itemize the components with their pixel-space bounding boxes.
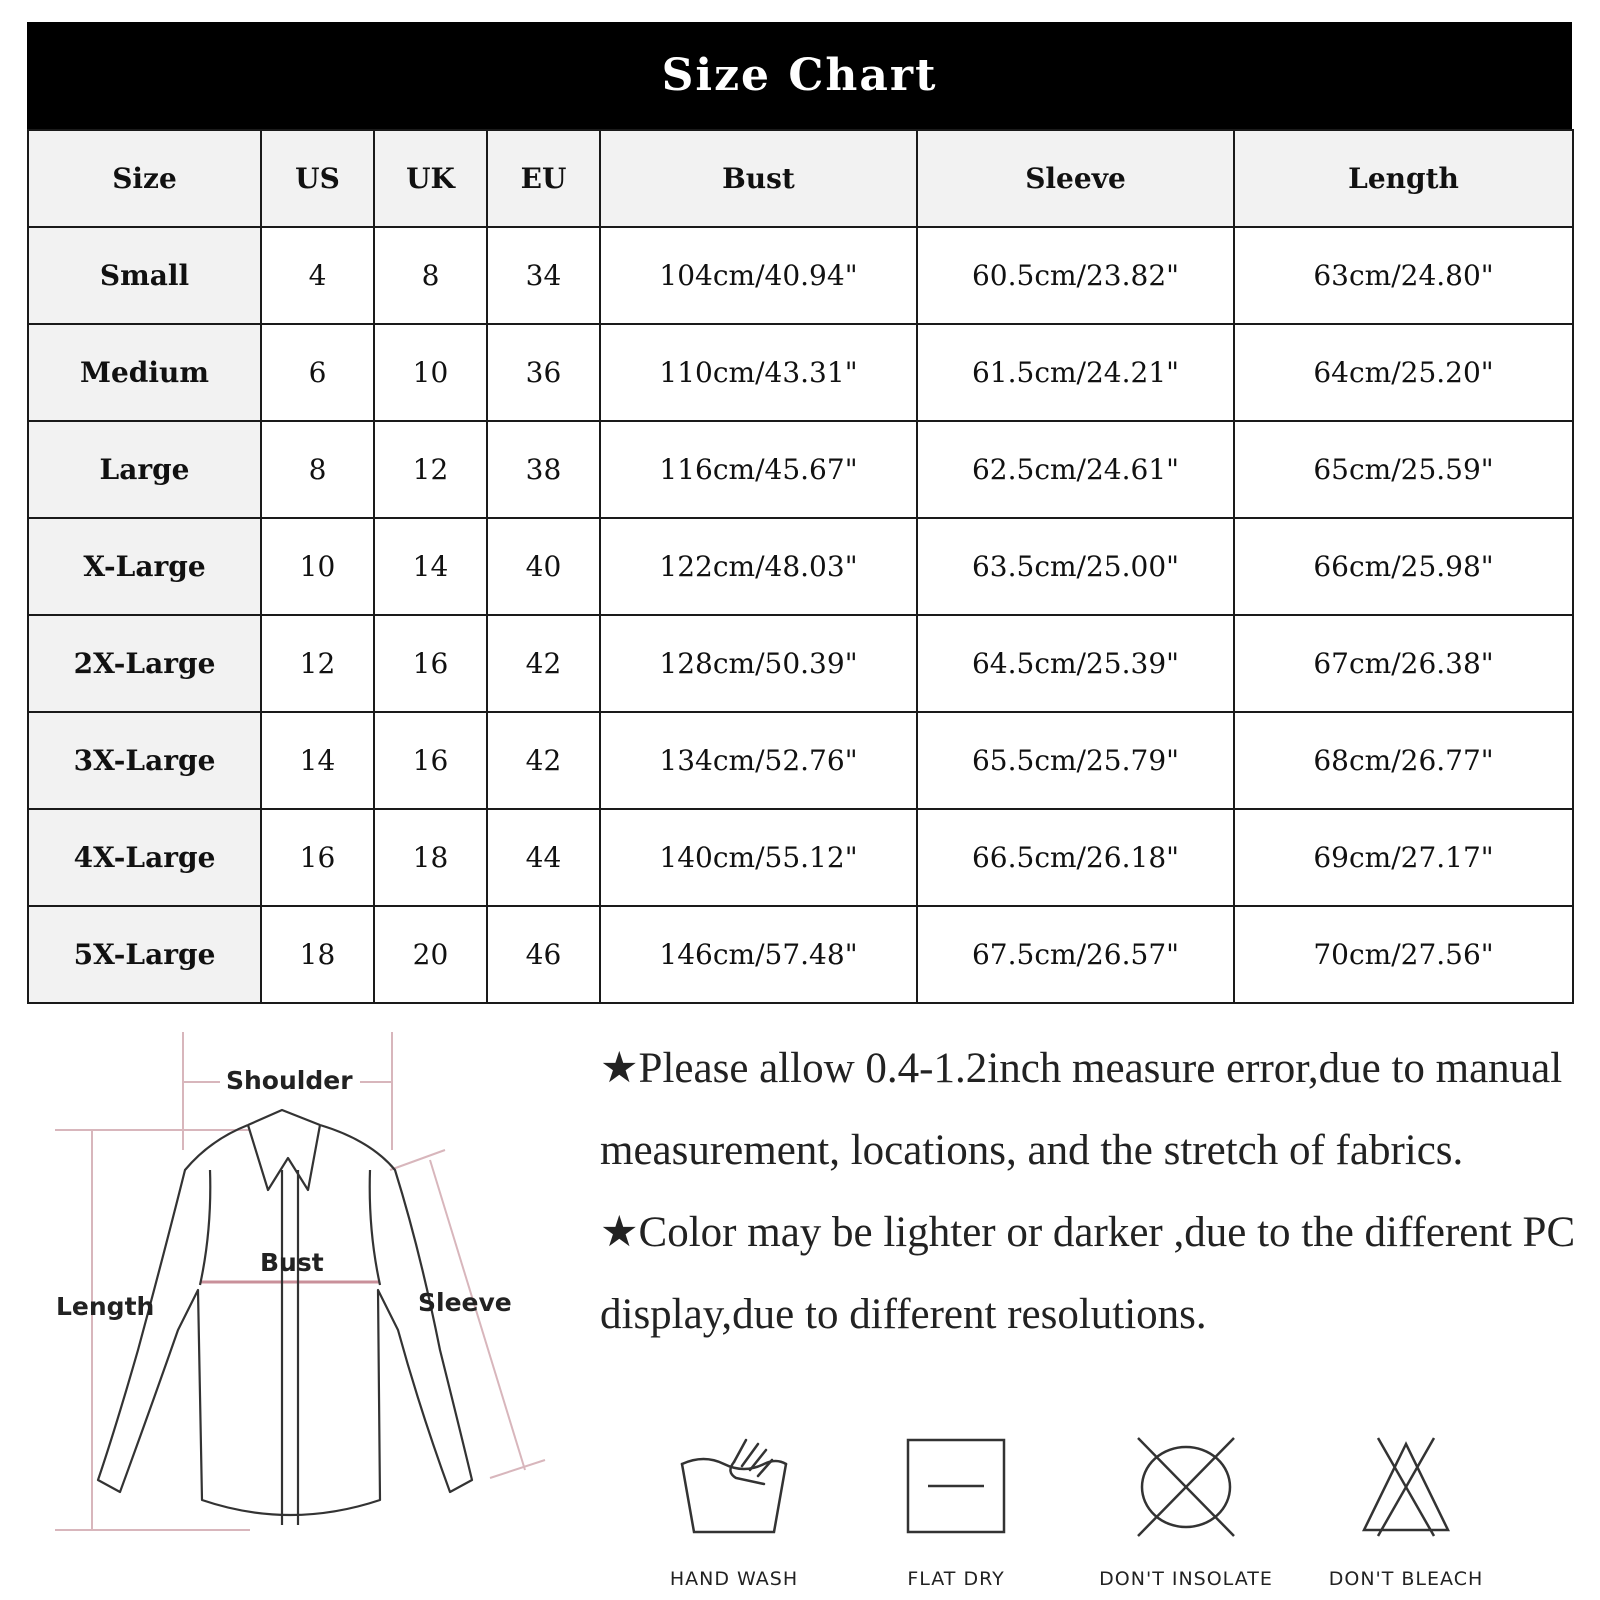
uk-cell: 8 (374, 227, 487, 324)
us-cell: 16 (261, 809, 374, 906)
column-header-length: Length (1234, 130, 1573, 227)
bust-cell: 116cm/45.67" (600, 421, 917, 518)
color-note: ★Color may be lighter or darker ,due to the different PC display,due to different resolutions. (600, 1209, 1576, 1338)
flat-dry-icon (886, 1432, 1026, 1542)
sleeve-label: Sleeve (418, 1288, 512, 1317)
us-cell: 4 (261, 227, 374, 324)
page-title: Size Chart (661, 50, 938, 101)
sleeve-cell: 66.5cm/26.18" (917, 809, 1234, 906)
care-hand-wash (634, 1432, 834, 1592)
length-cell: 69cm/27.17" (1234, 809, 1573, 906)
table-header-row (28, 130, 1573, 227)
eu-cell: 40 (487, 518, 600, 615)
shoulder-label: Shoulder (226, 1066, 353, 1095)
length-cell: 68cm/26.77" (1234, 712, 1573, 809)
column-header-sleeve: Sleeve (917, 130, 1234, 227)
bust-label: Bust (260, 1248, 324, 1277)
eu-cell: 36 (487, 324, 600, 421)
bust-cell: 134cm/52.76" (600, 712, 917, 809)
measure-error-note: ★Please allow 0.4-1.2inch measure error,due to manual measurement, locations, and the stretch of fabrics. (600, 1045, 1563, 1174)
eu-cell: 44 (487, 809, 600, 906)
size-cell: Large (28, 421, 261, 518)
size-cell: 5X-Large (28, 906, 261, 1003)
column-header-uk: UK (374, 130, 487, 227)
uk-cell: 14 (374, 518, 487, 615)
sleeve-cell: 67.5cm/26.57" (917, 906, 1234, 1003)
table-row (28, 906, 1573, 1003)
care-dont-bleach (1306, 1432, 1506, 1592)
column-header-eu: EU (487, 130, 600, 227)
uk-cell: 20 (374, 906, 487, 1003)
uk-cell: 10 (374, 324, 487, 421)
size-cell: Medium (28, 324, 261, 421)
notes-section (600, 1028, 1580, 1356)
measurement-diagram (20, 1030, 560, 1590)
table-row (28, 712, 1573, 809)
size-cell: 4X-Large (28, 809, 261, 906)
sleeve-cell: 62.5cm/24.61" (917, 421, 1234, 518)
bust-cell: 122cm/48.03" (600, 518, 917, 615)
us-cell: 14 (261, 712, 374, 809)
table-row (28, 518, 1573, 615)
bust-cell: 104cm/40.94" (600, 227, 917, 324)
length-cell: 67cm/26.38" (1234, 615, 1573, 712)
uk-cell: 16 (374, 712, 487, 809)
bust-cell: 140cm/55.12" (600, 809, 917, 906)
table-row (28, 615, 1573, 712)
column-header-size: Size (28, 130, 261, 227)
flat-dry-label: FLAT DRY (907, 1568, 1005, 1590)
column-header-bust: Bust (600, 130, 917, 227)
table-row (28, 809, 1573, 906)
eu-cell: 34 (487, 227, 600, 324)
table-row (28, 324, 1573, 421)
length-cell: 66cm/25.98" (1234, 518, 1573, 615)
length-cell: 63cm/24.80" (1234, 227, 1573, 324)
us-cell: 8 (261, 421, 374, 518)
uk-cell: 16 (374, 615, 487, 712)
us-cell: 12 (261, 615, 374, 712)
dont-bleach-label: DON'T BLEACH (1328, 1568, 1484, 1590)
size-cell: 2X-Large (28, 615, 261, 712)
size-cell: 3X-Large (28, 712, 261, 809)
hand-wash-icon (664, 1432, 804, 1542)
length-cell: 70cm/27.56" (1234, 906, 1573, 1003)
table-row (28, 227, 1573, 324)
eu-cell: 42 (487, 712, 600, 809)
us-cell: 18 (261, 906, 374, 1003)
bust-cell: 128cm/50.39" (600, 615, 917, 712)
eu-cell: 46 (487, 906, 600, 1003)
eu-cell: 38 (487, 421, 600, 518)
sleeve-cell: 65.5cm/25.79" (917, 712, 1234, 809)
size-cell: X-Large (28, 518, 261, 615)
size-chart-header (27, 22, 1572, 129)
eu-cell: 42 (487, 615, 600, 712)
uk-cell: 18 (374, 809, 487, 906)
us-cell: 10 (261, 518, 374, 615)
dont-insolate-icon (1116, 1432, 1256, 1542)
column-header-us: US (261, 130, 374, 227)
uk-cell: 12 (374, 421, 487, 518)
sleeve-cell: 60.5cm/23.82" (917, 227, 1234, 324)
bust-cell: 146cm/57.48" (600, 906, 917, 1003)
size-cell: Small (28, 227, 261, 324)
length-label: Length (56, 1292, 155, 1321)
sleeve-cell: 63.5cm/25.00" (917, 518, 1234, 615)
dont-bleach-icon (1336, 1432, 1476, 1542)
care-dont-insolate (1086, 1432, 1286, 1592)
sleeve-cell: 64.5cm/25.39" (917, 615, 1234, 712)
care-flat-dry (856, 1432, 1056, 1592)
dont-insolate-label: DON'T INSOLATE (1099, 1568, 1273, 1590)
size-table (27, 129, 1574, 1004)
us-cell: 6 (261, 324, 374, 421)
hand-wash-label: HAND WASH (669, 1568, 799, 1590)
bust-cell: 110cm/43.31" (600, 324, 917, 421)
length-cell: 65cm/25.59" (1234, 421, 1573, 518)
length-cell: 64cm/25.20" (1234, 324, 1573, 421)
table-row (28, 421, 1573, 518)
sleeve-cell: 61.5cm/24.21" (917, 324, 1234, 421)
